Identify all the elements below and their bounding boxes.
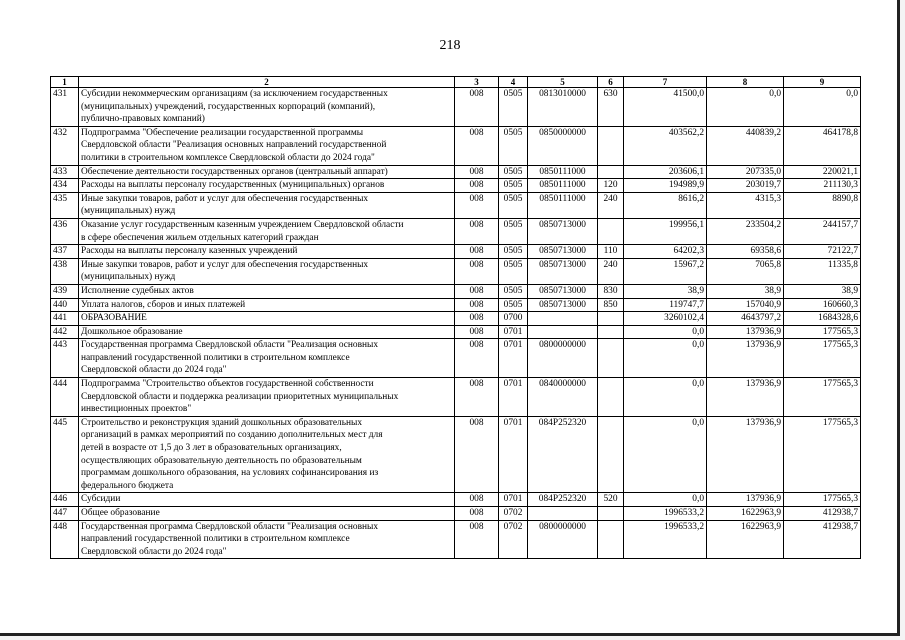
header-cell: 7 <box>624 77 707 88</box>
row-description <box>79 493 455 507</box>
amount-year-1: 8616,2 <box>624 192 707 218</box>
amount-year-3: 412938,7 <box>784 507 861 521</box>
amount-year-2: 440839,2 <box>707 126 784 165</box>
amount-year-3: 177565,3 <box>784 416 861 493</box>
row-number: 448 <box>51 520 79 559</box>
header-row <box>51 77 861 88</box>
target-article-code: 0850713000 <box>528 218 598 244</box>
target-article-code: 0850713000 <box>528 284 598 298</box>
row-number: 432 <box>51 126 79 165</box>
amount-year-1: 64202,3 <box>624 245 707 259</box>
description-line: направлений государственной политики в строительном комплексе <box>81 534 350 545</box>
section-code: 0505 <box>499 165 528 179</box>
amount-year-2: 137936,9 <box>707 416 784 493</box>
row-description <box>79 298 455 312</box>
row-description <box>79 339 455 378</box>
amount-year-1: 0,0 <box>624 378 707 417</box>
table-row <box>51 218 861 244</box>
description-line: Свердловской области до 2024 года" <box>81 546 227 557</box>
amount-year-2: 137936,9 <box>707 378 784 417</box>
amount-year-3: 38,9 <box>784 284 861 298</box>
expense-type-code <box>598 165 624 179</box>
expense-type-code: 240 <box>598 258 624 284</box>
amount-year-3: 0,0 <box>784 88 861 127</box>
ministry-code: 008 <box>455 258 499 284</box>
section-code: 0505 <box>499 88 528 127</box>
expense-type-code <box>598 520 624 559</box>
amount-year-2: 4643797,2 <box>707 312 784 326</box>
amount-year-1: 0,0 <box>624 493 707 507</box>
table-row <box>51 339 861 378</box>
description-line: организаций в рамках мероприятий по созданию дополнительных мест для <box>81 430 383 441</box>
table-body <box>51 88 861 559</box>
amount-year-1: 403562,2 <box>624 126 707 165</box>
table-row <box>51 507 861 521</box>
amount-year-1: 41500,0 <box>624 88 707 127</box>
amount-year-3: 1684328,6 <box>784 312 861 326</box>
description-line: политики в строительном комплексе Свердловской области до 2024 года" <box>81 152 375 163</box>
section-code: 0701 <box>499 378 528 417</box>
table-row <box>51 245 861 259</box>
expense-type-code <box>598 507 624 521</box>
description-line: детей в возрасте от 1,5 до 3 лет в образовательных организациях, <box>81 443 342 454</box>
description-line: Обеспечение деятельности государственных органов (центральный аппарат) <box>81 166 388 177</box>
description-line: Иные закупки товаров, работ и услуг для обеспечения государственных <box>81 193 369 204</box>
description-line: Иные закупки товаров, работ и услуг для обеспечения государственных <box>81 259 369 270</box>
row-number: 445 <box>51 416 79 493</box>
expense-type-code <box>598 312 624 326</box>
row-description <box>79 218 455 244</box>
table-row <box>51 88 861 127</box>
expense-type-code <box>598 378 624 417</box>
description-line: (муниципальных) нужд <box>81 272 176 283</box>
expense-type-code: 830 <box>598 284 624 298</box>
expense-type-code: 630 <box>598 88 624 127</box>
budget-table <box>50 76 861 559</box>
amount-year-1: 194989,9 <box>624 179 707 193</box>
row-description <box>79 245 455 259</box>
amount-year-1: 15967,2 <box>624 258 707 284</box>
target-article-code: 0800000000 <box>528 520 598 559</box>
amount-year-1: 38,9 <box>624 284 707 298</box>
table-row <box>51 325 861 339</box>
target-article-code: 0850111000 <box>528 179 598 193</box>
row-description <box>79 258 455 284</box>
description-line: Исполнение судебных актов <box>81 285 194 296</box>
amount-year-1: 199956,1 <box>624 218 707 244</box>
expense-type-code <box>598 325 624 339</box>
table-row <box>51 493 861 507</box>
description-line: Расходы на выплаты персоналу государственных (муниципальных) органов <box>81 180 385 191</box>
section-code: 0505 <box>499 245 528 259</box>
description-line: Дошкольное образование <box>81 326 183 337</box>
amount-year-2: 233504,2 <box>707 218 784 244</box>
row-description <box>79 192 455 218</box>
target-article-code: 0800000000 <box>528 339 598 378</box>
ministry-code: 008 <box>455 339 499 378</box>
expense-type-code <box>598 416 624 493</box>
ministry-code: 008 <box>455 520 499 559</box>
section-code: 0505 <box>499 218 528 244</box>
amount-year-1: 1996533,2 <box>624 507 707 521</box>
section-code: 0505 <box>499 258 528 284</box>
ministry-code: 008 <box>455 312 499 326</box>
row-description <box>79 312 455 326</box>
section-code: 0702 <box>499 507 528 521</box>
row-description <box>79 179 455 193</box>
description-line: федерального бюджета <box>81 480 174 491</box>
row-number: 438 <box>51 258 79 284</box>
row-number: 443 <box>51 339 79 378</box>
description-line: Свердловской области и поддержка реализации приоритетных муниципальных <box>81 391 399 402</box>
target-article-code: 084P252320 <box>528 493 598 507</box>
header-cell: 6 <box>598 77 624 88</box>
table-row <box>51 192 861 218</box>
description-line: ОБРАЗОВАНИЕ <box>81 313 147 324</box>
amount-year-3: 211130,3 <box>784 179 861 193</box>
section-code: 0700 <box>499 312 528 326</box>
amount-year-3: 412938,7 <box>784 520 861 559</box>
table-row <box>51 284 861 298</box>
description-line: в сфере обеспечения жильем отдельных категорий граждан <box>81 232 319 243</box>
amount-year-2: 38,9 <box>707 284 784 298</box>
header-cell: 5 <box>528 77 598 88</box>
amount-year-2: 157040,9 <box>707 298 784 312</box>
amount-year-1: 0,0 <box>624 416 707 493</box>
description-line: Уплата налогов, сборов и иных платежей <box>81 299 246 310</box>
row-description <box>79 325 455 339</box>
ministry-code: 008 <box>455 165 499 179</box>
ministry-code: 008 <box>455 416 499 493</box>
page-number: 218 <box>439 38 461 53</box>
header-cell: 3 <box>455 77 499 88</box>
amount-year-2: 137936,9 <box>707 325 784 339</box>
ministry-code: 008 <box>455 507 499 521</box>
table-row <box>51 258 861 284</box>
row-number: 436 <box>51 218 79 244</box>
ministry-code: 008 <box>455 218 499 244</box>
row-number: 431 <box>51 88 79 127</box>
ministry-code: 008 <box>455 378 499 417</box>
table-row <box>51 179 861 193</box>
row-number: 444 <box>51 378 79 417</box>
target-article-code: 0850713000 <box>528 298 598 312</box>
target-article-code: 0850111000 <box>528 165 598 179</box>
row-description <box>79 416 455 493</box>
section-code: 0505 <box>499 284 528 298</box>
description-line: Свердловской области до 2024 года" <box>81 365 227 376</box>
section-code: 0701 <box>499 493 528 507</box>
description-line: Государственная программа Свердловской области "Реализация основных <box>81 340 379 351</box>
ministry-code: 008 <box>455 245 499 259</box>
target-article-code <box>528 507 598 521</box>
section-code: 0505 <box>499 179 528 193</box>
section-code: 0701 <box>499 325 528 339</box>
description-line: Строительство и реконструкция зданий дошкольных образовательных <box>81 417 363 428</box>
section-code: 0505 <box>499 126 528 165</box>
section-code: 0505 <box>499 298 528 312</box>
amount-year-2: 207335,0 <box>707 165 784 179</box>
target-article-code: 0850713000 <box>528 258 598 284</box>
table-row <box>51 520 861 559</box>
amount-year-3: 177565,3 <box>784 493 861 507</box>
ministry-code: 008 <box>455 284 499 298</box>
expense-type-code <box>598 339 624 378</box>
header-cell: 1 <box>51 77 79 88</box>
amount-year-3: 177565,3 <box>784 339 861 378</box>
description-line: Подпрограмма "Обеспечение реализации государственной программы <box>81 127 364 138</box>
amount-year-2: 4315,3 <box>707 192 784 218</box>
amount-year-1: 0,0 <box>624 325 707 339</box>
description-line: Расходы на выплаты персоналу казенных учреждений <box>81 246 298 257</box>
amount-year-2: 203019,7 <box>707 179 784 193</box>
description-line: публично-правовых компаний) <box>81 114 205 125</box>
section-code: 0701 <box>499 416 528 493</box>
amount-year-3: 72122,7 <box>784 245 861 259</box>
row-number: 447 <box>51 507 79 521</box>
amount-year-2: 1622963,9 <box>707 520 784 559</box>
ministry-code: 008 <box>455 192 499 218</box>
row-description <box>79 165 455 179</box>
target-article-code: 0850111000 <box>528 192 598 218</box>
row-number: 446 <box>51 493 79 507</box>
row-number: 441 <box>51 312 79 326</box>
section-code: 0702 <box>499 520 528 559</box>
amount-year-2: 0,0 <box>707 88 784 127</box>
amount-year-1: 119747,7 <box>624 298 707 312</box>
description-line: (муниципальных) нужд <box>81 206 176 217</box>
amount-year-3: 8890,8 <box>784 192 861 218</box>
description-line: (муниципальных) учреждений, государственных корпораций (компаний), <box>81 101 376 112</box>
target-article-code: 0813010000 <box>528 88 598 127</box>
amount-year-2: 1622963,9 <box>707 507 784 521</box>
target-article-code <box>528 312 598 326</box>
ministry-code: 008 <box>455 179 499 193</box>
expense-type-code <box>598 126 624 165</box>
target-article-code: 0850000000 <box>528 126 598 165</box>
description-line: Свердловской области "Реализация основных направлений государственной <box>81 140 387 151</box>
amount-year-3: 177565,3 <box>784 378 861 417</box>
row-number: 437 <box>51 245 79 259</box>
amount-year-3: 177565,3 <box>784 325 861 339</box>
table-row <box>51 126 861 165</box>
table-row <box>51 165 861 179</box>
header-cell: 9 <box>784 77 861 88</box>
table-row <box>51 378 861 417</box>
expense-type-code: 240 <box>598 192 624 218</box>
row-description <box>79 88 455 127</box>
amount-year-3: 11335,8 <box>784 258 861 284</box>
target-article-code: 084P252320 <box>528 416 598 493</box>
amount-year-3: 244157,7 <box>784 218 861 244</box>
amount-year-3: 160660,3 <box>784 298 861 312</box>
description-line: инвестиционных проектов" <box>81 404 192 415</box>
description-line: программам дошкольного образования, на условиях софинансирования из <box>81 468 379 479</box>
amount-year-2: 69358,6 <box>707 245 784 259</box>
row-number: 433 <box>51 165 79 179</box>
description-line: Общее образование <box>81 508 160 518</box>
ministry-code: 008 <box>455 298 499 312</box>
description-line: Государственная программа Свердловской области "Реализация основных <box>81 521 379 532</box>
header-cell: 8 <box>707 77 784 88</box>
amount-year-3: 220021,1 <box>784 165 861 179</box>
header-cell: 2 <box>79 77 455 88</box>
row-description <box>79 507 455 521</box>
description-line: осуществляющих образовательную деятельность по образовательным <box>81 455 362 466</box>
ministry-code: 008 <box>455 126 499 165</box>
description-line: Подпрограмма "Строительство объектов государственной собственности <box>81 379 374 390</box>
section-code: 0701 <box>499 339 528 378</box>
target-article-code: 0840000000 <box>528 378 598 417</box>
row-number: 439 <box>51 284 79 298</box>
expense-type-code: 120 <box>598 179 624 193</box>
amount-year-3: 464178,8 <box>784 126 861 165</box>
ministry-code: 008 <box>455 493 499 507</box>
expense-type-code: 850 <box>598 298 624 312</box>
target-article-code <box>528 325 598 339</box>
ministry-code: 008 <box>455 88 499 127</box>
description-line: Субсидии некоммерческим организациям (за исключением государственных <box>81 89 388 99</box>
table-row <box>51 416 861 493</box>
table-row <box>51 312 861 326</box>
row-number: 434 <box>51 179 79 193</box>
amount-year-2: 137936,9 <box>707 339 784 378</box>
header-cell: 4 <box>499 77 528 88</box>
row-number: 442 <box>51 325 79 339</box>
amount-year-1: 1996533,2 <box>624 520 707 559</box>
expense-type-code: 110 <box>598 245 624 259</box>
expense-type-code: 520 <box>598 493 624 507</box>
description-line: Субсидии <box>81 494 121 505</box>
description-line: Оказание услуг государственным казенным учреждением Свердловской области <box>81 219 404 230</box>
row-number: 435 <box>51 192 79 218</box>
amount-year-1: 203606,1 <box>624 165 707 179</box>
section-code: 0505 <box>499 192 528 218</box>
amount-year-2: 137936,9 <box>707 493 784 507</box>
row-number: 440 <box>51 298 79 312</box>
row-description <box>79 378 455 417</box>
row-description <box>79 284 455 298</box>
amount-year-2: 7065,8 <box>707 258 784 284</box>
expense-type-code <box>598 218 624 244</box>
table-row <box>51 298 861 312</box>
row-description <box>79 520 455 559</box>
description-line: направлений государственной политики в строительном комплексе <box>81 352 350 363</box>
target-article-code: 0850713000 <box>528 245 598 259</box>
ministry-code: 008 <box>455 325 499 339</box>
row-description <box>79 126 455 165</box>
amount-year-1: 3260102,4 <box>624 312 707 326</box>
amount-year-1: 0,0 <box>624 339 707 378</box>
